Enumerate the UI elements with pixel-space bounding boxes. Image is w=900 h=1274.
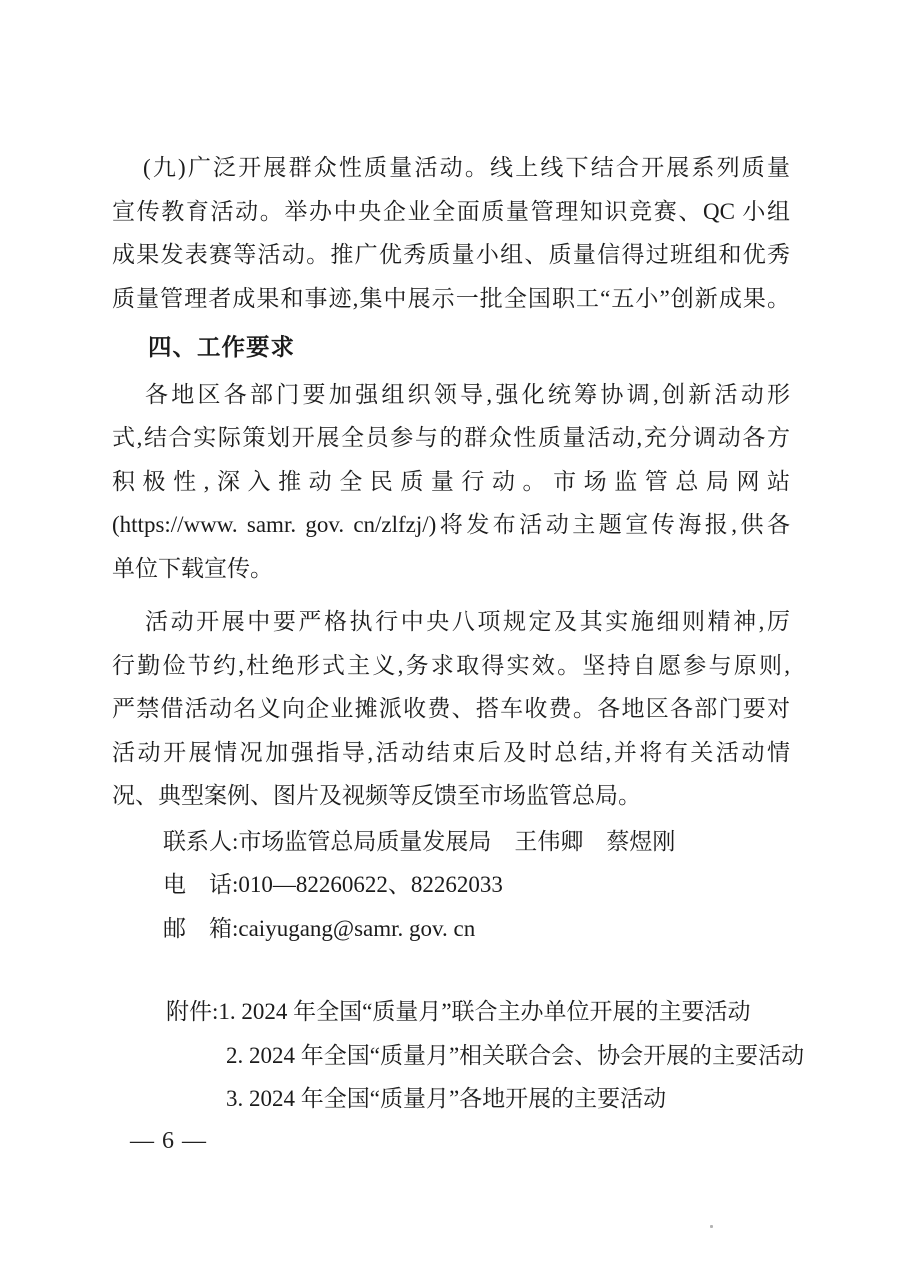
attachment-item: 2. 2024 年全国“质量月”相关联合会、协会开展的主要活动 xyxy=(226,1042,805,1068)
text-line: 单位下载宣传。 xyxy=(112,555,273,581)
text-line: (https://www. samr. gov. cn/zlfzj/)将发布活动主题宣传海报,供各 xyxy=(112,512,790,537)
attachment-item: 1. 2024 年全国“质量月”联合主办单位开展的主要活动 xyxy=(218,999,751,1024)
paragraph-mass-quality-activities xyxy=(112,146,790,320)
text-line: 活动开展情况加强指导,活动结束后及时总结,并将有关活动情 xyxy=(112,739,790,765)
text-line: 积极性,深入推动全民质量行动。市场监管总局网站 xyxy=(112,468,790,494)
contact-info-block xyxy=(163,820,790,951)
paragraph-organization-leadership xyxy=(112,373,790,591)
contact-person-line: 联系人:市场监管总局质量发展局 王伟卿 蔡煜刚 xyxy=(163,828,676,854)
text-line: 严禁借活动名义向企业摊派收费、搭车收费。各地区各部门要对 xyxy=(112,696,790,721)
text-line: 各地区各部门要加强组织领导,强化统筹协调,创新活动形 xyxy=(145,381,790,407)
attachments-list xyxy=(166,990,805,1121)
paragraph-discipline-requirements xyxy=(112,600,790,818)
contact-phone-line: 电 话:010—82260622、82262033 xyxy=(163,872,503,897)
text-line: 行勤俭节约,杜绝形式主义,务求取得实效。坚持自愿参与原则, xyxy=(112,652,790,678)
contact-email-line: 邮 箱:caiyugang@samr. gov. cn xyxy=(163,915,476,941)
text-line: 式,结合实际策划开展全员参与的群众性质量活动,充分调动各方 xyxy=(112,425,790,450)
text-line: 质量管理者成果和事迹,集中展示一批全国职工“五小”创新成果。 xyxy=(112,285,790,311)
text-line: 成果发表赛等活动。推广优秀质量小组、质量信得过班组和优秀 xyxy=(112,242,790,267)
text-line: 活动开展中要严格执行中央八项规定及其实施细则精神,厉 xyxy=(145,609,790,634)
document-body xyxy=(112,146,805,1121)
attachment-item: 3. 2024 年全国“质量月”各地开展的主要活动 xyxy=(226,1086,667,1111)
scan-artifact-dot xyxy=(710,1225,713,1228)
text-line: 宣传教育活动。举办中央企业全面质量管理知识竞赛、QC 小组 xyxy=(112,198,790,224)
section-heading-work-requirements: 四、工作要求 xyxy=(148,334,295,360)
text-line: 况、典型案例、图片及视频等反馈至市场监管总局。 xyxy=(112,783,641,808)
attachments-label: 附件: xyxy=(166,999,219,1024)
text-line: (九)广泛开展群众性质量活动。线上线下结合开展系列质量 xyxy=(143,155,790,180)
attachment-line xyxy=(166,990,790,1034)
page-number: — 6 — xyxy=(130,1128,207,1154)
